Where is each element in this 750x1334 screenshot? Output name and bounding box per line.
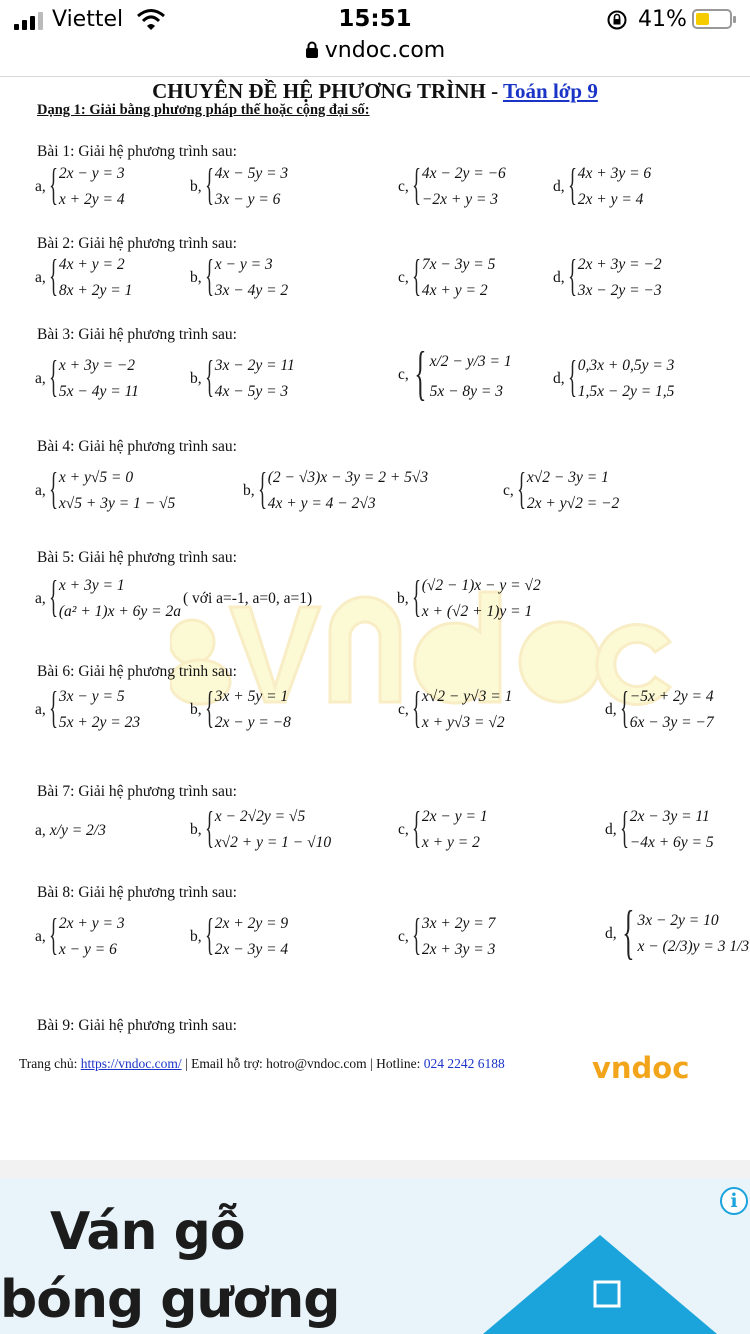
exercise-item: a, { x + y√5 = 0 x√5 + 3y = 1 − √5 <box>35 464 176 513</box>
exercise-heading: Bài 6: Giải hệ phương trình sau: <box>37 663 237 680</box>
home-link[interactable]: https://vndoc.com/ <box>80 1056 182 1071</box>
carrier-name: Viettel <box>52 7 124 32</box>
exercise-heading: Bài 1: Giải hệ phương trình sau: <box>37 143 237 160</box>
ad-info-icon[interactable]: i <box>720 1187 748 1215</box>
rotation-lock-icon <box>606 9 628 37</box>
battery-icon <box>692 9 732 29</box>
exercise-item: b, { 4x − 5y = 3 3x − y = 6 <box>190 160 289 209</box>
exercise-item: b, { (2 − √3)x − 3y = 2 + 5√3 4x + y = 4 − 2√3 <box>243 464 429 513</box>
exercise-item: b, { (√2 − 1)x − y = √2 x + (√2 + 1)y = 1 <box>397 572 541 621</box>
exercise-item: a, { x + 3y = −2 5x − 4y = 11 <box>35 352 139 401</box>
title-link[interactable]: Toán lớp 9 <box>502 79 598 103</box>
ad-top-strip <box>0 1160 750 1178</box>
exercise-item: b, { 3x − 2y = 11 4x − 5y = 3 <box>190 352 295 401</box>
parameter-note: ( với a=-1, a=0, a=1) <box>183 590 313 607</box>
exercise-item: d, { 0,3x + 0,5y = 3 1,5x − 2y = 1,5 <box>553 352 675 401</box>
exercise-item: d, { −5x + 2y = 4 6x − 3y = −7 <box>605 683 714 732</box>
exercise-item: a, { 2x + y = 3 x − y = 6 <box>35 910 125 959</box>
exercise-item: b, { 2x + 2y = 9 2x − 3y = 4 <box>190 910 289 959</box>
address-bar[interactable] <box>0 38 750 65</box>
exercise-item: d, { 2x + 3y = −2 3x − 2y = −3 <box>553 251 662 300</box>
vndoc-logo-text: vndoc <box>592 1051 690 1085</box>
exercise-item: b, { 3x + 5y = 1 2x − y = −8 <box>190 683 291 732</box>
document-page <box>0 77 750 1157</box>
ad-headline-2: bóng gương <box>0 1270 340 1330</box>
exercise-heading: Bài 7: Giải hệ phương trình sau: <box>37 783 237 800</box>
clock: 15:51 <box>338 6 412 32</box>
page-title: CHUYÊN ĐỀ HỆ PHƯƠNG TRÌNH - Toán lớp 9 <box>152 79 598 103</box>
status-bar <box>0 0 750 42</box>
exercise-heading: Bài 2: Giải hệ phương trình sau: <box>37 235 237 252</box>
advertisement-banner[interactable] <box>0 1160 750 1334</box>
exercise-item: c, { x√2 − y√3 = 1 x + y√3 = √2 <box>398 683 513 732</box>
exercise-item: c, { 7x − 3y = 5 4x + y = 2 <box>398 251 496 300</box>
house-roof-graphic <box>450 1215 750 1334</box>
exercise-item: a, x/y = 2/3 <box>35 822 106 839</box>
lock-icon <box>305 40 319 65</box>
exercise-item: c, { x√2 − 3y = 1 2x + y√2 = −2 <box>503 464 620 513</box>
exercise-heading: Bài 4: Giải hệ phương trình sau: <box>37 438 237 455</box>
exercise-item: c, { 4x − 2y = −6 −2x + y = 3 <box>398 160 506 209</box>
exercise-heading: Bài 9: Giải hệ phương trình sau: <box>37 1017 237 1034</box>
ad-headline-1: Ván gỗ <box>50 1202 245 1262</box>
exercise-item: d, { 3x − 2y = 10 x − (2/3)y = 3 1/3 <box>605 899 750 965</box>
section-heading: Dạng 1: Giải bằng phương pháp thế hoặc cộng đại số: <box>37 102 370 118</box>
hotline: 024 2242 6188 <box>423 1056 505 1071</box>
exercise-item: a, { 2x − y = 3 x + 2y = 4 <box>35 160 125 209</box>
exercise-item: a, { 4x + y = 2 8x + 2y = 1 <box>35 251 133 300</box>
exercise-heading: Bài 3: Giải hệ phương trình sau: <box>37 326 237 343</box>
page-footer: Trang chủ: https://vndoc.com/ | Email hỗ trợ: hotro@vndoc.com | Hotline: 024 2242 6188 <box>19 1056 505 1071</box>
exercise-item: a, { x + 3y = 1 (a² + 1)x + 6y = 2a ( với a=-1, a=0, a=1) <box>35 572 313 621</box>
exercise-item: c, { x/2 − y/3 = 1 5x − 8y = 3 <box>398 340 512 406</box>
exercise-heading: Bài 5: Giải hệ phương trình sau: <box>37 549 237 566</box>
exercise-item: c, { 3x + 2y = 7 2x + 3y = 3 <box>398 910 496 959</box>
exercise-item: a, { 3x − y = 5 5x + 2y = 23 <box>35 683 141 732</box>
battery-percent: 41% <box>638 7 687 32</box>
url-text: vndoc.com <box>324 38 446 63</box>
exercise-item: b, { x − 2√2y = √5 x√2 + y = 1 − √10 <box>190 803 332 852</box>
exercise-item: c, { 2x − y = 1 x + y = 2 <box>398 803 488 852</box>
vndoc-logo <box>590 1050 696 1086</box>
exercise-item: d, { 4x + 3y = 6 2x + y = 4 <box>553 160 652 209</box>
exercise-item: b, { x − y = 3 3x − 4y = 2 <box>190 251 289 300</box>
exercise-heading: Bài 8: Giải hệ phương trình sau: <box>37 884 237 901</box>
exercise-item: d, { 2x − 3y = 11 −4x + 6y = 5 <box>605 803 714 852</box>
